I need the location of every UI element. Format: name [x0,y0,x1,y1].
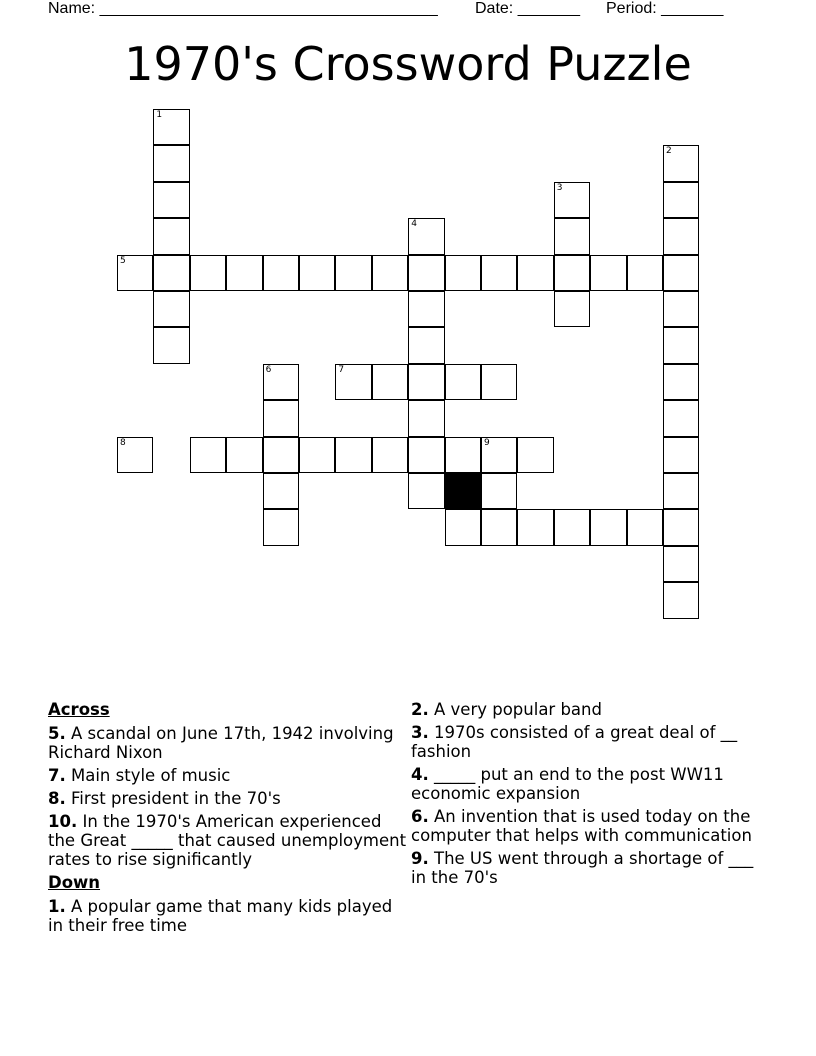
clues-left-column [48,700,408,939]
clue-number: 3. [411,723,429,742]
grid-cell[interactable] [554,509,590,545]
grid-cell[interactable] [190,437,226,473]
grid-cell[interactable] [299,437,335,473]
grid-cell[interactable] [408,473,444,509]
clue-number: 6 [265,364,272,375]
grid-cell[interactable] [408,218,444,254]
clue-text: _____ put an end to the post WW11 economic expansion [411,765,724,803]
grid-cell[interactable] [263,509,299,545]
grid-cell[interactable] [263,437,299,473]
clue-item [411,807,756,845]
grid-cell[interactable] [263,400,299,436]
grid-cell[interactable] [226,437,262,473]
grid-cell[interactable] [627,255,663,291]
clue-number: 7. [48,766,66,785]
grid-cell[interactable] [408,400,444,436]
grid-cell[interactable] [445,255,481,291]
clue-number: 5 [120,255,126,266]
clue-item [48,724,408,762]
down-clue-list [48,897,408,935]
clue-text: A popular game that many kids played in their free time [48,897,393,935]
grid-cell[interactable] [663,218,699,254]
clue-item [411,723,756,761]
grid-cell[interactable] [408,327,444,363]
clue-number: 8 [120,437,126,448]
grid-cell[interactable] [153,182,189,218]
grid-cell[interactable] [481,255,517,291]
grid-cell[interactable] [517,509,553,545]
grid-cell[interactable] [554,182,590,218]
clue-number: 5. [48,724,66,743]
grid-cell[interactable] [153,218,189,254]
clue-number: 3 [556,182,563,193]
grid-cell[interactable] [663,400,699,436]
grid-cell[interactable] [372,364,408,400]
clue-text: Main style of music [65,766,231,785]
grid-cell[interactable] [408,364,444,400]
grid-cell[interactable] [263,255,299,291]
clue-number: 4 [411,219,417,230]
grid-cell[interactable] [590,255,626,291]
grid-cell[interactable] [481,509,517,545]
clues-right-column [411,700,756,891]
grid-cell[interactable] [663,291,699,327]
period-field[interactable]: Period: _______ [606,0,724,17]
name-field[interactable]: Name: ______________________________________ [48,0,438,17]
grid-cell[interactable] [663,182,699,218]
grid-cell[interactable] [554,291,590,327]
clue-number: 9. [411,849,429,868]
grid-cell[interactable] [663,255,699,291]
grid-cell[interactable] [153,327,189,363]
grid-cell[interactable] [445,437,481,473]
clue-text: An invention that is used today on the computer that helps with communication [411,807,752,845]
grid-cell[interactable] [663,473,699,509]
clue-number: 1 [156,110,163,120]
grid-cell[interactable] [335,364,371,400]
down-heading: Down [48,873,101,892]
grid-cell[interactable] [263,364,299,400]
clue-item [48,812,408,869]
clue-item [48,766,408,785]
grid-cell[interactable] [663,327,699,363]
clue-text: The US went through a shortage of ___ in the 70's [411,849,754,887]
grid-cell[interactable] [408,291,444,327]
clue-item [48,789,408,808]
grid-cell[interactable] [627,509,663,545]
across-heading: Across [48,700,110,719]
crossword-grid [117,109,699,620]
clue-number: 9 [484,437,490,448]
down-clue-list-continued [411,700,756,887]
grid-cell[interactable] [408,255,444,291]
grid-cell[interactable] [663,546,699,582]
clue-text: In the 1970's American experienced the Great _____ that caused unemployment rates to rise significantly [48,812,407,869]
grid-cell[interactable] [481,364,517,400]
grid-cell[interactable] [554,218,590,254]
grid-cell[interactable] [226,255,262,291]
grid-cell[interactable] [263,473,299,509]
grid-cell[interactable] [445,364,481,400]
grid-cell[interactable] [481,437,517,473]
clue-item [48,897,408,935]
grid-cell[interactable] [372,437,408,473]
across-clue-list [48,724,408,869]
grid-cell[interactable] [117,255,153,291]
grid-cell[interactable] [117,437,153,473]
clue-number: 1. [48,897,66,916]
clue-number: 8. [48,789,66,808]
clue-number: 4. [411,765,429,784]
grid-cell[interactable] [663,364,699,400]
clue-item [411,849,756,887]
grid-cell[interactable] [517,437,553,473]
clue-text: 1970s consisted of a great deal of __ fashion [411,723,738,761]
date-field[interactable]: Date: _______ [475,0,580,17]
grid-cell[interactable] [554,255,590,291]
clue-item [411,765,756,803]
clue-number: 10. [48,812,78,831]
clue-text: First president in the 70's [65,789,281,808]
clue-item [411,700,756,719]
grid-cell[interactable] [153,145,189,181]
grid-cell[interactable] [372,255,408,291]
grid-cell[interactable] [663,509,699,545]
clue-text: A scandal on June 17th, 1942 involving Richard Nixon [48,724,394,762]
grid-cell[interactable] [663,145,699,181]
grid-cell[interactable] [590,509,626,545]
clue-number: 7 [338,364,345,375]
grid-cell[interactable] [663,582,699,618]
grid-cell[interactable] [335,255,371,291]
grid-cell[interactable] [153,109,189,145]
grid-cell[interactable] [445,509,481,545]
grid-cell[interactable] [190,255,226,291]
grid-cell[interactable] [481,473,517,509]
clue-number: 2 [666,146,672,157]
grid-cell[interactable] [408,437,444,473]
page-title: 1970's Crossword Puzzle [124,37,692,91]
clue-number: 6. [411,807,429,826]
grid-cell[interactable] [153,291,189,327]
grid-cell[interactable] [663,437,699,473]
grid-cell[interactable] [335,437,371,473]
grid-block [445,473,481,509]
student-info-header [48,0,768,20]
grid-cell[interactable] [517,255,553,291]
clue-number: 2. [411,700,429,719]
grid-cell[interactable] [153,255,189,291]
clue-text: A very popular band [428,700,602,719]
grid-cell[interactable] [299,255,335,291]
